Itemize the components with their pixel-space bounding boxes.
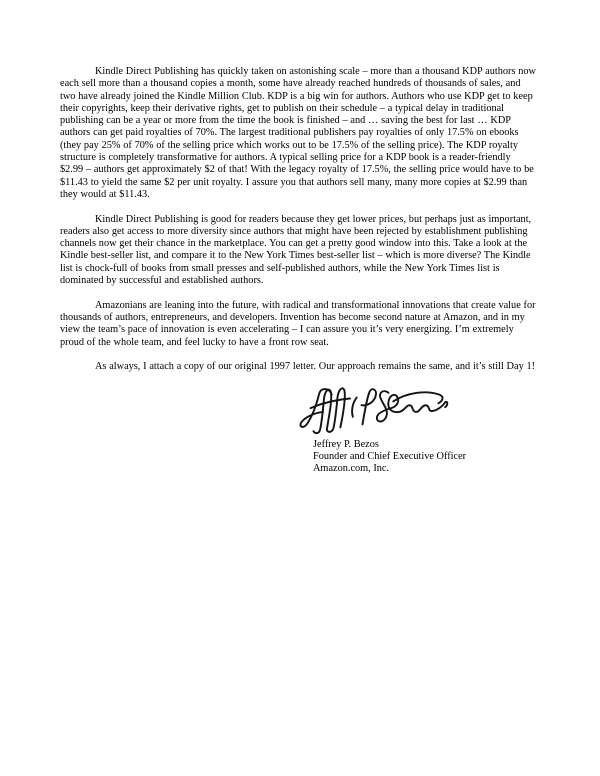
letter-paragraph-kdp-scale: Kindle Direct Publishing has quickly taken on astonishing scale – more than a thousand KDP authors now each sell more than a thousand copies a month, some have already reached hundreds of thousands of sales, and two have already joined the Kindle Million Club. KDP is a big win for authors. Authors who use KDP get to keep their copyrights, keep their derivative rights, get to publish on their schedule – a typical delay in traditional publishing can be a year or more from the time the book is finished – and … saving the best for last … KDP authors can get paid royalties of 70%. The largest traditional publishers pay royalties of only 17.5% on ebooks (they pay 25% of 70% of the selling price which works out to be 17.5% of the selling price). The KDP royalty structure is completely transformative for authors. A typical selling price for a KDP book is a reader-friendly $2.99 – authors get approximately $2 of that! With the legacy royalty of 17.5%, the selling price would have to be $11.43 to yield the same $2 per unit royalty. I assure you that authors sell many, many more copies at $2.99 than they would at $11.43. [60,66,536,200]
signatory-lines [313,439,536,476]
letter-paragraph-day-one: As always, I attach a copy of our original 1997 letter. Our approach remains the same, and it’s still Day 1! [95,361,536,373]
signature-handwriting-image [295,386,453,436]
signature-block [295,386,536,476]
signatory-title: Founder and Chief Executive Officer [313,451,467,463]
letter-paragraph-amazonians: Amazonians are leaning into the future, with radical and transformational innovations that create value for thousands of authors, entrepreneurs, and developers. Invention has become second nature at Amazon, and in my view the team’s pace of innovation is even accelerating – I can assure you it’s very energizing. I’m extremely proud of the whole team, and feel lucky to have a front row seat. [60,299,536,348]
letter-paragraph-good-for-readers: Kindle Direct Publishing is good for readers because they get lower prices, but perhaps just as important, readers also get access to more diversity since authors that might have been rejected by establishment publishing channels now get their chance in the marketplace. You can get a pretty good window into this. Take a look at the Kindle best-seller list, and compare it to the New York Times best-seller list – which is more diverse? The Kindle list is chock-full of books from small presses and self-published authors, while the New York Times list is dominated by successful and established authors. [60,213,532,287]
signatory-name: Jeffrey P. Bezos [313,438,379,450]
signatory-company: Amazon.com, Inc. [313,463,390,475]
